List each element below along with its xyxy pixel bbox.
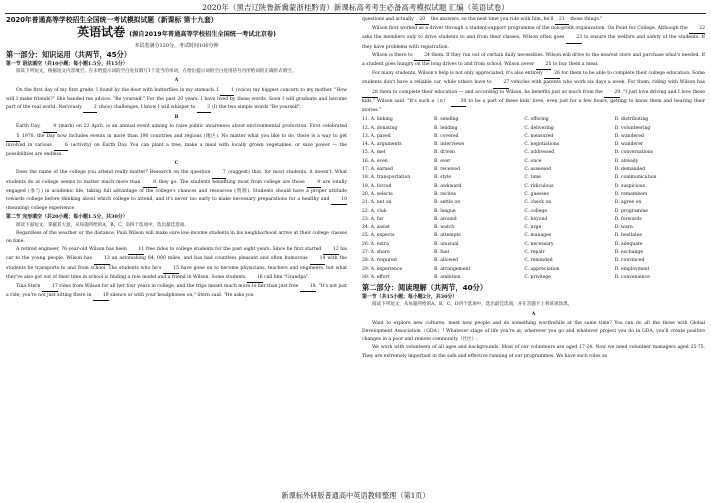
option-row [362,116,705,124]
blank-24: 24 [414,52,430,61]
cloze-para-3: Tina Stern 17 rides from Wilson for all her four years in college, and the trips meant much more to her than just free 18. "It's not just a ride; you're not just sitting there in 19 silence or with your headphones on," Stern said. "He asks you [6,283,347,301]
option-choice: B. driven [434,150,455,156]
option-choice: D. conversations [614,150,654,156]
option-choice: C. addressed [524,150,555,156]
option-choice: C. ridiculous [524,183,554,189]
blank-11: 11 [128,246,144,255]
option-row [362,191,705,199]
passage-a-label: A [174,78,179,84]
option-choice: 29. A. experience [362,266,403,272]
section2-heading: 第二节 完形填空（共20小题；每小题1.5分，共30分） [6,214,128,221]
blank-6: 6 [54,142,68,151]
option-choice: C. necessary [524,241,554,247]
option-choice: B. league [434,208,456,214]
blank-18: 18 [300,283,316,292]
blank-29: 29 [604,89,620,98]
option-choice: C. offering [524,117,549,123]
option-row [362,199,705,207]
option-row [362,249,705,257]
option-choice: 16. A. even [362,158,388,164]
option-choice: B. received [434,167,460,173]
option-choice: D. forwards [614,216,642,222]
part1-heading: 第一部分：知识运用（共两节，45分） [6,50,132,59]
option-choice: C. privilege [524,274,551,280]
option-row [362,208,705,216]
option-choice: C. college [524,208,548,214]
option-row [362,125,705,133]
option-choice: C. reminded [524,258,553,264]
option-choice: 30. A. effort [362,274,390,280]
option-row [362,166,705,174]
option-choice: D. communication [614,175,657,181]
blank-22: 22 [689,25,705,34]
option-choice: B. allowed [434,258,459,264]
section3-heading: 第一节（共15小题；每小题2分，共30分） [362,294,458,301]
option-choice: D. remembers [614,191,648,197]
option-choice: B. covered [434,133,459,139]
option-choice: C. appreciation [524,266,560,272]
option-choice: B. unusual [434,241,459,247]
blank-4: 4 [43,123,57,132]
option-choice: 18. A. transportation [362,175,411,181]
option-choice: B. ever [434,158,451,164]
cloze-options [362,116,705,282]
passage-c-label: C [174,161,179,167]
option-choice: D. warn [614,225,633,231]
option-row [362,224,705,232]
reading-a-label: A [531,311,536,317]
page-footer: 新课标外研版普通高中英语教师整理（第1页） [281,491,430,500]
option-row [362,241,705,249]
passage-a: On the first day of my first grade, I found by the door with butterflies in my stomach. I 1 (voice) my biggest concern to my mother. "How will I make friends?" She handed me advice. "Be yourself." For the past 20 years. I have lived by these words. Soon I will graduate and become part of the real world. Nervously 2 (face) challenges, I know I will whisper to 3 (I) the two simple words "Be yourself". [6,87,347,114]
option-choice: B. sending [434,117,459,123]
option-row [362,266,705,274]
blank-20: 20 [415,16,429,25]
option-choice: D. adequate [614,241,643,247]
blank-19: 19 [93,292,109,301]
blank-16: 16 [247,274,263,283]
option-choice: B. ambition [434,274,461,280]
option-row [362,183,705,191]
option-choice: D. convenience [614,274,650,280]
cloze-para-4: Wilson first worked as a driver through a student-support programme of the non-profit organization. On Point for College. Although the 22 asks the members only to drive students to and from their classes, Wilson often goes 23 to ensure the welfare and safety of the students. If they have problems with registration. [362,26,705,50]
option-choice: C. repair [524,249,545,255]
option-choice: 24. A. assist [362,225,390,231]
blank-27: 27 [493,79,509,88]
page-header: 2020年（黑吉辽陕鲁新冀蒙浙桂黔青）新课标高考考生必备高考模拟试题 汇编（英语试卷） [202,3,509,12]
option-choice: D. distributing [614,117,649,123]
option-row [362,257,705,265]
blank-25: 25 [536,61,552,70]
option-choice: 14. A. arguments [362,142,402,148]
option-row [362,216,705,224]
option-choice: C. guesses [524,191,549,197]
blank-8: 8 [143,179,157,188]
blank-14: 14 [310,255,326,264]
option-choice: 13. A. paved [362,133,391,139]
option-choice: B. interviews [434,142,465,148]
passage-b-label: B [174,115,179,121]
option-row [362,174,705,182]
option-choice: 12. A. donating [362,125,398,131]
option-choice: C. assessed [524,167,551,173]
option-choice: D. volunteering [614,125,651,131]
option-choice: D. programme [614,208,648,214]
option-choice: C. measured [524,133,554,139]
option-row [362,133,705,141]
right-column [362,16,705,361]
option-row [362,232,705,240]
blank-28: 28 [362,89,378,98]
blank-7: 7 [212,169,226,178]
section2-instructions: 阅读下面短文，掌握其大意，从每题所给的A、B、C、D四个选项中，选出最佳选项。 [16,222,189,228]
option-choice: D. suspicious [614,183,646,189]
blank-1: 1 [220,87,234,96]
option-choice: C. urge [524,225,542,231]
option-choice: 17. A. earned [362,167,393,173]
blank-17: 17 [42,283,58,292]
blank-10: 10 [331,196,347,205]
paper-title-source: (源自2019年普通高等学校招生全国统一考试北京卷) [129,31,276,38]
option-choice: C. time [524,175,541,181]
option-choice: D. exchange [614,249,644,255]
option-row [362,141,705,149]
option-choice: D. hesitates [614,233,642,239]
paper-title [6,25,347,42]
option-choice: 27. A. share [362,249,390,255]
option-choice: 15. A. met [362,150,386,156]
option-choice: B. watch [434,225,455,231]
left-column [6,16,347,301]
option-choice: D. wandered [614,133,644,139]
option-choice: 20. A. selects [362,191,393,197]
option-choice: 23. A. far [362,216,384,222]
reading-a-para-1: Want to explore new cultures, meet new people and do something worthwhile at the same time? You can do all the three with Global Development Association（GDA）! Whatever stage of life you're at, wherever you go and whatever project you do in GDA, you'll create positive changes in a poor and remote community（社区）. [362,320,705,343]
option-choice: 19. A. forced [362,183,392,189]
blank-9: 9 [307,179,321,188]
option-choice: C. delivering [524,125,554,131]
passage-c: Does the name of the college you attend really matter? Research on the question 7 (suggest) that, for most students, it doesn't. What students do at college seems to matter much more than 8 they go. The students benefiting most from college are those 9 are totally engaged (参与) in academic life, taking full advantage of the college's chances and resources (资源). Students should have a proper attitude towards college before thinking about which college to attend, and it's never too early to make necessary preparations for a healthy and 10 (meaning) college experience. [6,170,347,212]
exam-info: 本试卷满分120分，考试时间100分钟 [134,43,219,49]
blank-23: 23 [566,34,582,43]
blank-13: 13 [94,255,110,264]
option-choice: B. style [434,175,452,181]
cloze-para-5: Wilson is there to 24 them. If they run out of certain daily necessities. Wilson will drive to the nearest store and purchase what's needed. If a student goes hungry on the long drives to and from school, Wilson never 25 to buy them a meal. [362,52,705,70]
blank-12: 12 [323,246,339,255]
option-choice: B. settle on [434,200,461,206]
paper-title-main: 英语试卷 [77,25,126,39]
header-divider [5,13,706,14]
option-choice: C. once [524,158,542,164]
option-choice: D. demanded [614,167,646,173]
option-choice: D. agree on [614,200,642,206]
passage-b: Earth Day, 4 (mark) on 22 April, is an annual event aiming to raise public awareness about environmental protection. First celebrated 5 1970, the Day now includes events in more than 190 countries and regions (地区). No matter what you like to do, there is a way to get involved in various 6 (activity) on Earth Day. You can plant a tree, make a meal with locally grown vegetables, or save power — the possibilities are endless. [6,124,348,158]
option-choice: 22. A. club [362,208,387,214]
option-choice: D. already [614,158,639,164]
option-choice: 26. A. extra [362,241,389,247]
option-choice: C. beyond [524,216,548,222]
option-choice: C. negotiations [524,142,560,148]
option-choice: D. wanderer [614,142,644,148]
reading-a-para-2: We work with volunteers of all ages and backgrounds. Most of our volunteers are aged 17-24. Now we need volunteer managers aged 25-75. They are extremely important in the safe and effective running of our programmes. We have such roles as [362,345,705,359]
option-choice: D. employment [614,266,650,272]
blank-30: 30 [451,98,467,107]
option-choice: B. attempts [434,233,461,239]
blank-2: 2 [83,104,97,113]
blank-5: 5 [6,133,20,142]
exam-title: 2020年普通高等学校招生全国统一考试模拟试题（新课标 第十九套） [6,16,218,24]
option-choice: C. check on [524,200,552,206]
option-choice: D. convinced [614,258,645,264]
option-choice: B. around [434,216,457,222]
section3-instructions: 阅读下列短文，从每题所给的A、B、C、D四个选项中，选出最佳选项，并在答题卡上将该项涂黑。 [372,302,573,308]
option-row [362,158,705,166]
option-choice: B. lending [434,125,458,131]
option-choice: 25. A. expects [362,233,395,239]
part2-heading: 第二部分：阅读理解（共两节，40分） [362,283,488,293]
option-row [362,274,705,282]
option-choice: B. awkward [434,183,462,189]
option-choice: B. arrangement [434,266,471,272]
blank-21: 21 [555,16,569,25]
cloze-para-2: A retired engineer, 76-year-old Wilson has been 11 free rides to college students for the past eight years. Since he first started 12 his car to the young people. Wilson has 13 an astonishing 64, 000 miles, and has had countless pleasant and often humorous 14 with the students he transports to and from school. The students who he's 15 have gone on to become physicians, teachers and engineers, but what they've also got out of their time in school is finding a role model and a friend in Wilson. Some students 16 call him "Grandpa". [6,246,347,283]
section1-heading: 第一节 语法填空（共10小题；每小题1.5分，共15分） [6,61,128,67]
blank-3: 3 [197,104,211,113]
option-choice: B. recites [434,191,456,197]
option-row [362,149,705,157]
blank-26: 26 [544,70,560,79]
cloze-para-6: For many students, Wilson's help is not only appreciated, it's also entirely 26 for them to be able to complete their college education. Some students don't have a reliable car, while others have to 27 vehicles with parents who work six days a week. For them, riding with Wilson has 28 them to complete their education — and according to Wilson, he benefits just as much from the 29. "I just love driving and I love these kids," Wilson said. "It's such a（n） 30 to be a part of these kids' lives, even just for a few hours, getting to know them and hearing their stories." [362,71,706,114]
section1-instructions: 阅读下列短文，根据短文内容填空。在未给提示词的空白处仅填写1个适当的单词，在给出提示词的空白处用括号内所给词的正确形式填空。 [16,69,297,75]
option-choice: 28. A. required [362,258,397,264]
blank-15: 15 [163,265,179,274]
option-choice: C. manages [524,233,552,239]
option-choice: 21. A. net on [362,200,392,206]
option-choice: B. fuel [434,249,450,255]
cloze-para-3-cont: questions and actually 20 the answers, so the next time you ride with him, he'll 21 those things." [362,16,705,25]
cloze-para-1: Regardless of the weather or the distance, Paul Wilson will make sure low-income students in his neighborhood arrive at their college classes on time. [6,230,347,245]
option-choice: 11. A. linking [362,117,393,123]
